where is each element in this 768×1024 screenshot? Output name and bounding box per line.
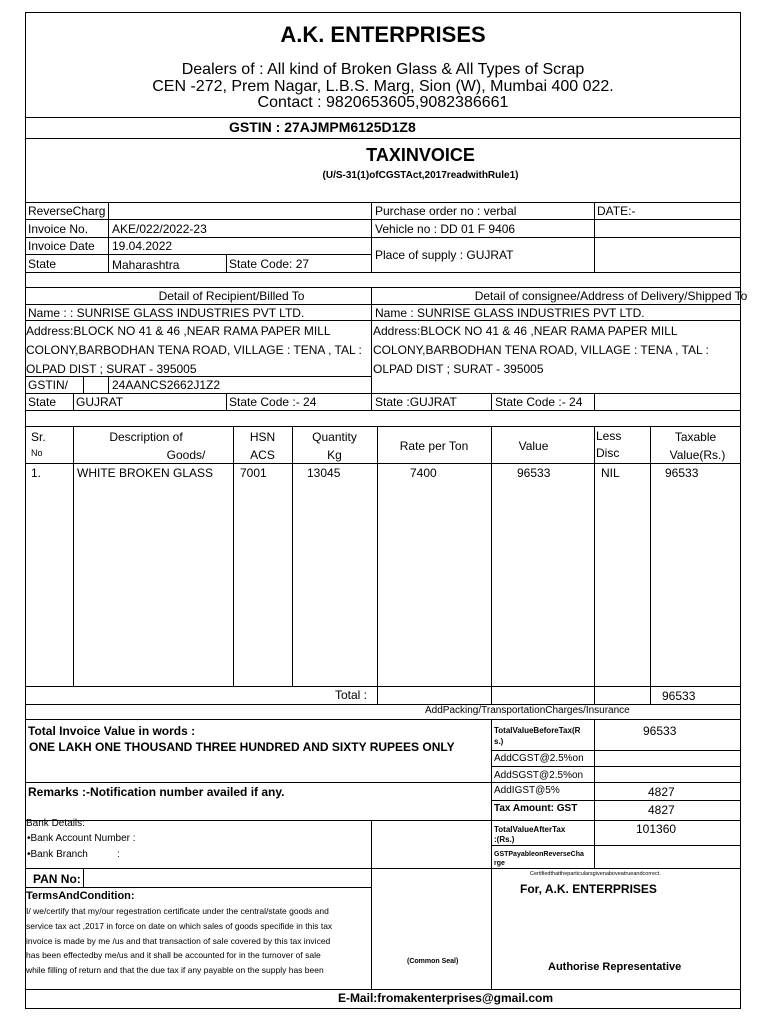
invoice-date: 19.04.2022 bbox=[112, 239, 173, 253]
col-hsn-header: ACS bbox=[250, 448, 275, 462]
divider bbox=[25, 272, 741, 273]
divider bbox=[226, 254, 227, 272]
total-label: Total : bbox=[335, 688, 368, 702]
terms-line: has been effectedby me/us and it shall be accounted for in the turnover of sale bbox=[26, 950, 321, 960]
invoice-date-label: Invoice Date bbox=[28, 239, 95, 253]
recipient-address-line: OLPAD DIST ; SURAT - 395005 bbox=[26, 362, 197, 376]
footer-email: E-Mail:fromakenterprises@gmail.com bbox=[337, 991, 554, 1005]
signature-company: For, A.K. ENTERPRISES bbox=[520, 882, 657, 896]
divider bbox=[25, 320, 741, 321]
divider bbox=[594, 426, 595, 704]
authorised-representative: Authorise Representative bbox=[548, 961, 682, 973]
invoice-no: AKE/022/2022-23 bbox=[112, 222, 207, 236]
divider bbox=[233, 426, 234, 686]
col-sr-header: No bbox=[31, 448, 43, 458]
divider bbox=[25, 704, 741, 705]
divider bbox=[25, 719, 741, 720]
reverse-charge-tax-label: GSTPayableonReverseCha bbox=[494, 851, 584, 858]
after-tax-label: :(Rs.) bbox=[494, 835, 515, 844]
row-disc: NIL bbox=[601, 466, 620, 480]
place-of-supply: Place of supply : GUJRAT bbox=[375, 248, 514, 262]
col-sr-header: Sr. bbox=[31, 430, 46, 444]
row-taxable: 96533 bbox=[665, 466, 699, 480]
col-hsn-header: HSN bbox=[249, 430, 276, 444]
row-qty: 13045 bbox=[307, 466, 341, 480]
company-name: A.K. ENTERPRISES bbox=[280, 22, 486, 47]
consignee-state-code: State Code :- 24 bbox=[495, 395, 583, 409]
before-tax-label: TotalValueBeforeTax(R bbox=[494, 726, 581, 735]
row-hsn: 7001 bbox=[240, 466, 267, 480]
divider bbox=[377, 426, 378, 704]
divider bbox=[491, 845, 741, 846]
state-code: State Code: 27 bbox=[229, 257, 310, 271]
recipient-gstin-label: GSTIN/ bbox=[28, 378, 69, 392]
divider bbox=[491, 800, 741, 801]
total-value: 96533 bbox=[662, 689, 696, 703]
reverse-charge-tax-label: rge bbox=[494, 860, 505, 867]
divider bbox=[25, 782, 741, 783]
col-qty-header: Kg bbox=[327, 448, 342, 462]
bank-branch-colon: : bbox=[117, 849, 120, 860]
divider bbox=[108, 202, 109, 272]
col-disc-header: Disc bbox=[596, 446, 620, 460]
tax-amount-label: Tax Amount: GST bbox=[494, 803, 578, 814]
divider bbox=[25, 304, 741, 305]
consignee-name: Name : SUNRISE GLASS INDUSTRIES PVT LTD. bbox=[375, 306, 645, 320]
divider bbox=[491, 719, 492, 989]
document-title: TAXINVOICE bbox=[366, 145, 475, 165]
terms-title: TermsAndCondition: bbox=[26, 890, 135, 902]
recipient-state-code: State Code :- 24 bbox=[229, 395, 317, 409]
divider bbox=[371, 820, 372, 989]
igst-value: 4827 bbox=[648, 785, 675, 799]
consignee-address-line: Address:BLOCK NO 41 & 46 ,NEAR RAMA PAPER MILL bbox=[373, 324, 678, 338]
divider bbox=[25, 237, 741, 238]
divider bbox=[25, 426, 741, 427]
after-tax-label: TotalValueAfterTax bbox=[494, 825, 566, 834]
divider bbox=[83, 376, 84, 393]
divider bbox=[25, 887, 371, 888]
bank-details-label: Bank Details: bbox=[26, 818, 85, 829]
tax-amount-value: 4827 bbox=[648, 803, 675, 817]
divider bbox=[25, 376, 371, 377]
row-rate: 7400 bbox=[410, 466, 437, 480]
recipient-heading: Detail of Recipient/Billed To bbox=[158, 289, 305, 303]
terms-line: invoice is made by me /us and that transaction of sale covered by this tax inviced bbox=[26, 936, 331, 946]
divider bbox=[25, 287, 741, 288]
vehicle-no: Vehicle no : DD 01 F 9406 bbox=[375, 222, 516, 236]
consignee-address-line: OLPAD DIST ; SURAT - 395005 bbox=[373, 362, 544, 376]
recipient-state-label: State bbox=[28, 395, 57, 409]
divider bbox=[25, 686, 741, 687]
col-value-header: Value bbox=[518, 439, 549, 453]
consignee-address-line: COLONY,BARBODHAN TENA ROAD, VILLAGE : TENA , TAL : bbox=[373, 343, 709, 357]
divider bbox=[25, 219, 741, 220]
row-desc: WHITE BROKEN GLASS bbox=[77, 466, 214, 480]
col-disc-header: Less bbox=[596, 429, 622, 443]
col-rate-header: Rate per Ton bbox=[399, 439, 469, 453]
amount-in-words: ONE LAKH ONE THOUSAND THREE HUNDRED AND SIXTY RUPEES ONLY bbox=[29, 740, 455, 754]
divider bbox=[25, 463, 741, 464]
divider bbox=[25, 254, 371, 255]
remarks: Remarks :-Notification number availed if any. bbox=[28, 785, 285, 799]
sgst-label: AddSGST@2.5%on bbox=[494, 770, 584, 781]
col-taxable-header: Value(Rs.) bbox=[669, 448, 726, 462]
terms-line: service tax act ,2017 in force on date on which sales of goods specifide in this tax bbox=[26, 921, 333, 931]
certified-text: Certifiedthattheparticularsgivenaboveatrueandcorrect. bbox=[530, 871, 661, 877]
before-tax-value: 96533 bbox=[643, 724, 677, 738]
recipient-address-line: COLONY,BARBODHAN TENA ROAD, VILLAGE : TENA , TAL : bbox=[26, 343, 362, 357]
divider bbox=[25, 117, 741, 118]
divider bbox=[491, 426, 492, 704]
divider bbox=[73, 393, 74, 410]
col-desc-header: Description of bbox=[109, 430, 183, 444]
invoice-no-label: Invoice No. bbox=[28, 222, 89, 236]
state-value: Maharashtra bbox=[112, 258, 180, 272]
words-label: Total Invoice Value in words : bbox=[28, 724, 196, 738]
divider bbox=[594, 202, 595, 272]
after-tax-value: 101360 bbox=[636, 822, 677, 836]
packing-charges: AddPacking/TransportationCharges/Insurance bbox=[425, 705, 630, 716]
bank-account: •Bank Account Number : bbox=[27, 833, 136, 844]
divider bbox=[226, 393, 227, 410]
divider bbox=[25, 868, 741, 869]
recipient-gstin: 24AANCS2662J1Z2 bbox=[112, 378, 221, 392]
divider bbox=[491, 393, 492, 410]
purchase-order: Purchase order no : verbal bbox=[375, 204, 517, 218]
divider bbox=[25, 138, 741, 139]
row-value: 96533 bbox=[517, 466, 551, 480]
row-sr: 1. bbox=[31, 466, 42, 480]
divider bbox=[25, 989, 741, 990]
divider bbox=[73, 426, 74, 686]
divider bbox=[25, 202, 741, 203]
divider bbox=[371, 202, 372, 272]
divider bbox=[371, 287, 372, 410]
before-tax-label: s.) bbox=[494, 737, 504, 746]
recipient-name: Name : : SUNRISE GLASS INDUSTRIES PVT LTD. bbox=[28, 306, 305, 320]
divider bbox=[594, 393, 595, 410]
company-address: CEN -272, Prem Nagar, L.B.S. Marg, Sion (W), Mumbai 400 022. bbox=[152, 78, 614, 95]
divider bbox=[491, 766, 741, 767]
company-dealers: Dealers of : All kind of Broken Glass & All Types of Scrap bbox=[181, 61, 585, 78]
recipient-state: GUJRAT bbox=[76, 395, 124, 409]
state-label: State bbox=[28, 257, 57, 271]
divider bbox=[650, 426, 651, 704]
igst-label: AddIGST@5% bbox=[494, 785, 560, 796]
reverse-charge-label: ReverseCharg bbox=[28, 204, 106, 218]
bank-branch: •Bank Branch bbox=[27, 849, 88, 860]
pan-no: PAN No: bbox=[33, 872, 81, 886]
divider bbox=[292, 426, 293, 686]
divider bbox=[25, 393, 741, 394]
divider bbox=[25, 410, 741, 411]
document-subtitle: (U/S-31(1)ofCGSTAct,2017readwithRule1) bbox=[322, 170, 519, 181]
cgst-label: AddCGST@2.5%on bbox=[494, 753, 584, 764]
divider bbox=[594, 719, 595, 750]
company-gstin: GSTIN : 27AJMPM6125D1Z8 bbox=[229, 119, 416, 135]
divider bbox=[491, 750, 741, 751]
divider bbox=[108, 376, 109, 393]
company-contact: Contact : 9820653605,9082386661 bbox=[257, 94, 509, 111]
col-qty-header: Quantity bbox=[312, 430, 357, 444]
col-taxable-header: Taxable bbox=[674, 430, 717, 444]
recipient-address-line: Address:BLOCK NO 41 & 46 ,NEAR RAMA PAPER MILL bbox=[26, 324, 331, 338]
terms-line: I/ we/certify that my/our regestration certificate under the central/state goods and bbox=[26, 906, 329, 916]
col-desc-header: Goods/ bbox=[166, 448, 206, 462]
divider bbox=[83, 868, 84, 887]
consignee-heading: Detail of consignee/Address of Delivery/Shipped To bbox=[474, 289, 748, 303]
consignee-state: State :GUJRAT bbox=[375, 395, 457, 409]
divider bbox=[594, 750, 595, 868]
date-label: DATE:- bbox=[597, 204, 636, 218]
common-seal: (Common Seal) bbox=[407, 958, 459, 965]
terms-line: while filling of return and that the due tax if any payable on the supply has been bbox=[26, 965, 324, 975]
divider bbox=[25, 820, 741, 821]
